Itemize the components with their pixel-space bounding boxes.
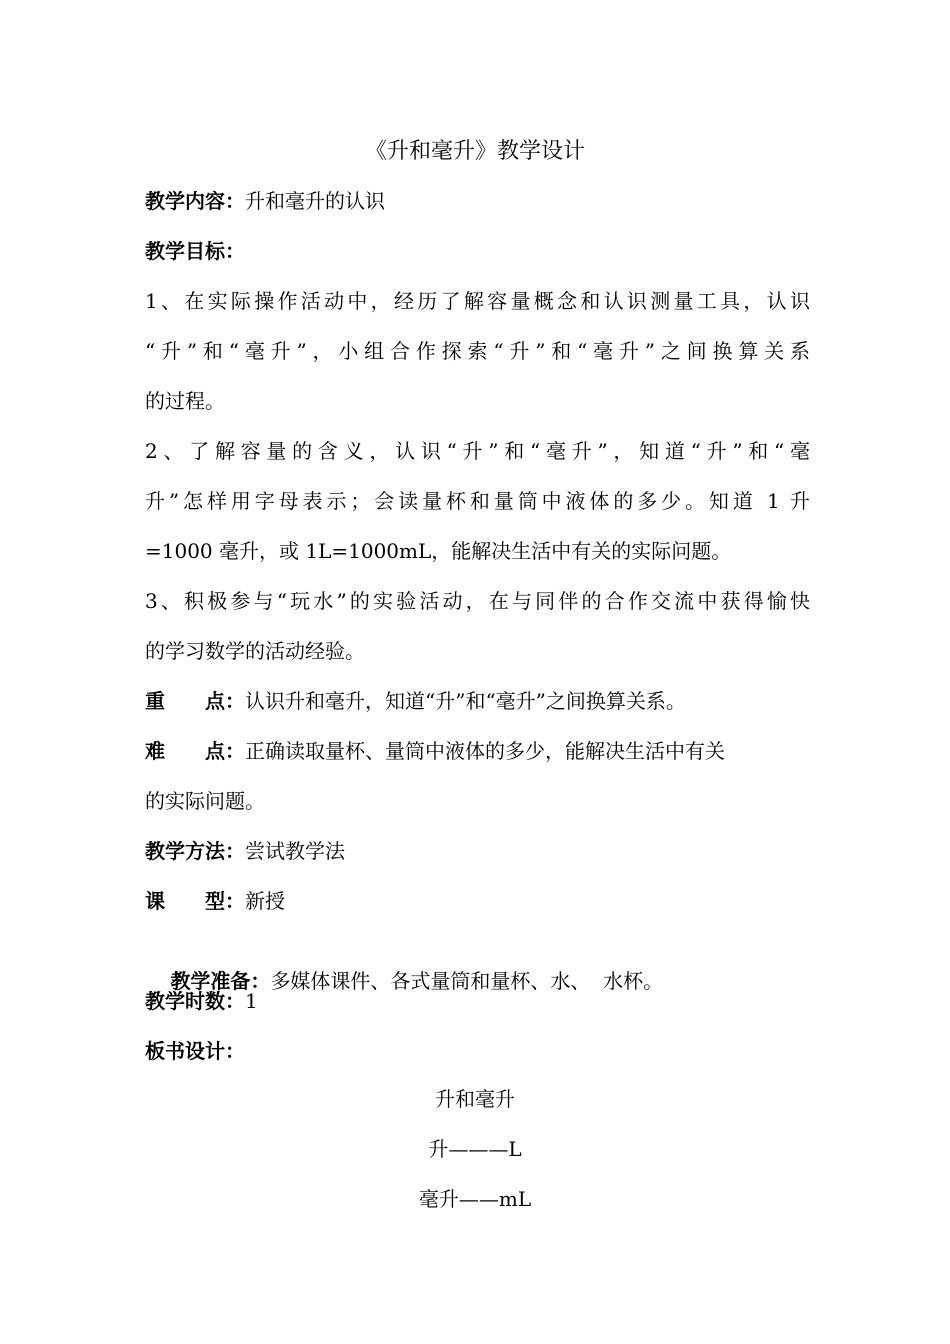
- teaching-method-value: 尝试教学法: [245, 839, 345, 863]
- teaching-method-label: 教学方法：: [145, 839, 245, 863]
- teaching-hours-row: [145, 986, 810, 1016]
- objective-2-line-2: 升”怎样用字母表示；会读量杯和量筒中液体的多少。知道 1 升: [145, 489, 810, 513]
- teaching-content-row: [145, 186, 810, 216]
- teaching-objectives-label: 教学目标：: [145, 239, 245, 263]
- key-point-row: [145, 686, 810, 716]
- difficulty-label: 难 点：: [145, 739, 245, 763]
- board-design-label: 板书设计：: [145, 1039, 245, 1063]
- objective-1-line-1: 1、在实际操作活动中，经历了解容量概念和认识测量工具，认识: [145, 289, 810, 313]
- teaching-hours-value: 1: [245, 989, 258, 1013]
- key-point-value: 认识升和毫升，知道“升”和“毫升”之间换算关系。: [245, 689, 686, 713]
- objective-3-line-2: 的学习数学的活动经验。: [145, 639, 365, 663]
- objective-2-line-1: 2、了解容量的含义，认识“升”和“毫升”，知道“升”和“毫: [145, 439, 810, 463]
- key-point-label: 重 点：: [145, 689, 245, 713]
- teaching-content-label: 教学内容：: [145, 189, 245, 213]
- board-design-milliliter: 毫升——mL: [418, 1187, 532, 1211]
- teaching-preparation-value: 多媒体课件、各式量筒和量杯、水、 水杯。: [270, 969, 664, 993]
- lesson-type-value: 新授: [245, 889, 285, 913]
- objective-1-line-3: 的过程。: [145, 389, 225, 413]
- difficulty-row: [145, 736, 810, 766]
- teaching-preparation-label: 教学准备：: [170, 969, 271, 993]
- objective-2-line-3: =1000 毫升，或 1L=1000mL，能解决生活中有关的实际问题。: [145, 539, 732, 563]
- objective-3-line-1: 3、积极参与“玩水”的实验活动，在与同伴的合作交流中获得愉快: [145, 589, 810, 613]
- lesson-type-row: [145, 886, 810, 916]
- difficulty-value-line-2: 的实际问题。: [145, 789, 265, 813]
- teaching-content-value: 升和毫升的认识: [245, 189, 385, 213]
- board-design-title: 升和毫升: [435, 1087, 515, 1111]
- objective-1-line-2: “升”和“毫升”，小组合作探索“升”和“毫升”之间换算关系: [145, 339, 810, 363]
- lesson-type-label: 课 型：: [145, 889, 245, 913]
- board-design-liter: 升———L: [428, 1137, 522, 1161]
- teaching-method-row: [145, 836, 810, 866]
- document-title: 《升和毫升》教学设计: [364, 139, 585, 164]
- teaching-hours-label: 教学时数：: [145, 989, 245, 1013]
- difficulty-value-line-1: 正确读取量杯、量筒中液体的多少，能解决生活中有关: [245, 739, 725, 763]
